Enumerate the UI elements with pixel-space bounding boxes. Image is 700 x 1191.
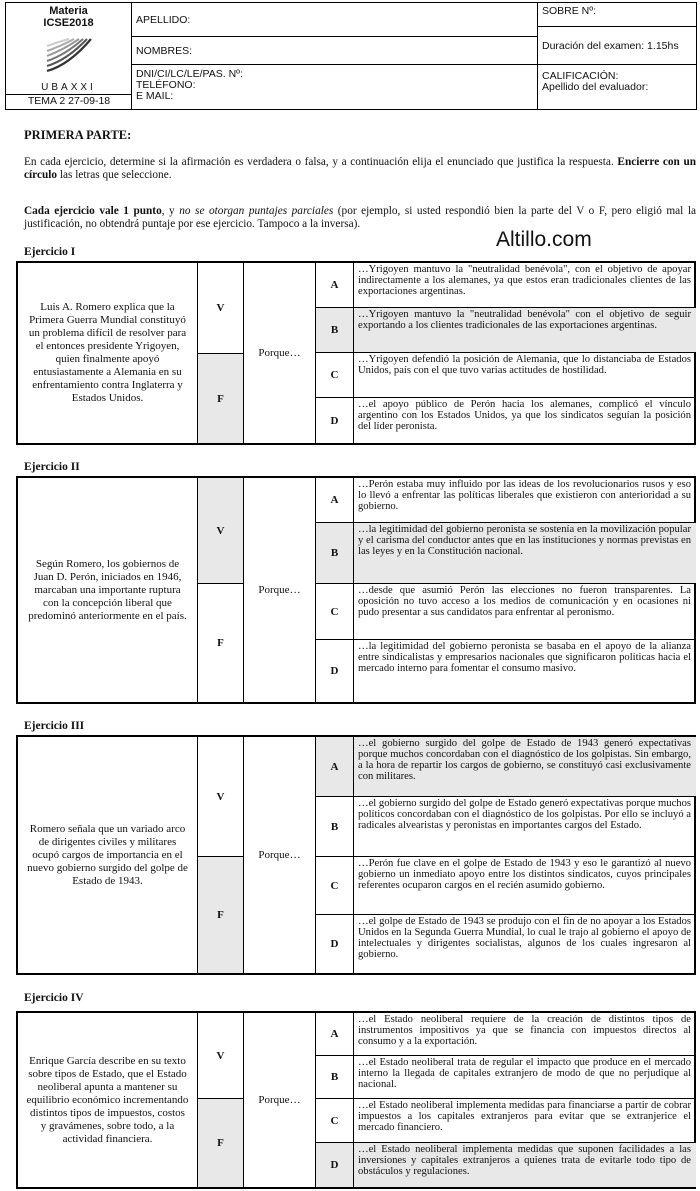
exercise-2-true-option[interactable]: V xyxy=(198,478,244,584)
exercise-2 xyxy=(16,476,696,704)
exercise-3-option-c[interactable] xyxy=(316,857,696,915)
option-text: …Yrigoyen mantuvo la "neutralidad benévola", con el objetivo de apoyar indirectamente a los alemanes, ya que estos eran tradicionales clientes de las exportaciones argentinas. xyxy=(358,264,691,297)
instructions-1-rest: las letras que seleccione. xyxy=(57,169,172,181)
grade-field[interactable] xyxy=(538,65,696,109)
option-text: …el Estado neoliberal trata de regular el impacto que produce en el mercado interno la llegada de capitales extranjero de modo de que no perjudique al nacional. xyxy=(358,1057,691,1090)
logo-text: UBAXXI xyxy=(41,82,96,93)
exercise-2-porque: Porque… xyxy=(244,478,316,702)
exercise-4-title: Ejercicio IV xyxy=(24,992,84,1004)
option-letter[interactable]: D xyxy=(316,1143,354,1187)
option-text: …el Estado neoliberal requiere de la creación de distintos tipos de instrumentos impositivos ya que se financia con impuestos directos al consumo y a la exportación. xyxy=(358,1014,691,1047)
exercise-3-option-a[interactable] xyxy=(316,737,696,797)
instructions-2-bold: Cada ejercicio vale 1 punto xyxy=(24,205,162,217)
envelope-label: SOBRE Nº: xyxy=(542,5,597,17)
option-text: …la legitimidad del gobierno peronista se sostenía en la movilización popular y el carisma del conductor antes que en las instituciones y normas previstas en las leyes y en la Constitución nacional. xyxy=(358,524,691,557)
exercise-4-option-b[interactable] xyxy=(316,1056,696,1099)
exercise-1 xyxy=(16,261,696,445)
exercise-4-option-a[interactable] xyxy=(316,1013,696,1056)
duration-cell xyxy=(538,27,696,65)
exercise-3-option-d[interactable] xyxy=(316,915,696,973)
option-text: …desde que asumió Perón las elecciones no fueron transparentes. La oposición no tuvo acceso a los medios de comunicación y en ocasiones ni pudo presentar a sus candidatos para enfrentar al peronismo. xyxy=(358,585,691,618)
phone-label: TELÉFONO: xyxy=(136,79,196,91)
instructions-1-a: En cada ejercicio, determine si la afirmación es verdadera o falsa, y a continuación elija el enunciado que justifica la respuesta. xyxy=(24,156,614,168)
option-text: …el gobierno surgido del golpe de Estado generó expectativas porque muchos políticos concordaban con el diagnóstico de los golpistas. Por ello se incluyó a radicales alvearistas y peronistas en importantes cargos del Estado. xyxy=(358,798,691,831)
email-label: E MAIL: xyxy=(136,90,174,102)
surname-label: APELLIDO: xyxy=(136,14,191,26)
exercise-3-true-option[interactable]: V xyxy=(198,737,244,857)
option-letter[interactable]: C xyxy=(316,584,354,639)
option-letter[interactable]: C xyxy=(316,1099,354,1142)
option-letter[interactable]: D xyxy=(316,398,354,443)
exercise-3 xyxy=(16,735,696,975)
evaluator-label: Apellido del evaluador: xyxy=(542,81,649,93)
exercise-4-statement: Enrique García describe en su texto sobre tipos de Estado, que el Estado neoliberal apunta a mantener su equilibrio económico incrementando distintos tipos de impuestos, costos y gravámenes, sobre todo, a la actividad financiera. xyxy=(18,1013,198,1187)
instructions-2-mid: , y xyxy=(161,205,180,217)
option-letter[interactable]: C xyxy=(316,353,354,397)
exercise-1-title: Ejercicio I xyxy=(24,246,76,258)
instructions-1 xyxy=(24,156,696,182)
duration-label: Duración del examen: 1.15hs xyxy=(542,40,679,52)
option-text: …Yrigoyen mantuvo la "neutralidad benévola" con el objetivo de seguir exportando a los clientes tradicionales de las exportaciones argentinas. xyxy=(358,309,691,331)
option-text: …Perón estaba muy influido por las ideas de los revolucionarios rusos y eso lo llevó a enfrentar las políticas liberales que existieron con anterioridad a su gobierno. xyxy=(358,479,691,512)
instructions-1-bold: Encierre con un círculo xyxy=(24,156,697,181)
envelope-field[interactable] xyxy=(538,3,696,27)
option-letter[interactable]: C xyxy=(316,857,354,914)
exercise-1-false-option[interactable]: F xyxy=(198,354,244,443)
option-text: …Perón fue clave en el golpe de Estado de 1943 y eso le garantizó al nuevo gobierno un inmediato apoyo entre los distintos sindicatos, cuyos principales referentes ocuparon cargos en el recién asumido gobierno. xyxy=(358,858,691,891)
exercise-4-true-option[interactable]: V xyxy=(198,1013,244,1099)
instructions-2 xyxy=(24,205,696,231)
instructions-2-italic: no se otorgan puntajes parciales xyxy=(179,205,334,217)
option-letter[interactable]: B xyxy=(316,308,354,352)
exercise-3-title: Ejercicio III xyxy=(24,720,85,732)
exercise-1-option-d[interactable] xyxy=(316,398,696,443)
option-letter[interactable]: D xyxy=(316,915,354,973)
exercise-1-option-b[interactable] xyxy=(316,308,696,353)
names-field[interactable] xyxy=(132,37,538,65)
exercise-4-porque: Porque… xyxy=(244,1013,316,1187)
exercise-3-porque: Porque… xyxy=(244,737,316,973)
exercise-4-false-option[interactable]: F xyxy=(198,1099,244,1187)
subject-cell xyxy=(6,3,132,109)
exercise-2-title: Ejercicio II xyxy=(24,461,80,473)
grade-label: CALIFICACIÓN: xyxy=(542,70,619,82)
exercise-2-option-b[interactable] xyxy=(316,523,696,584)
exercise-2-option-d[interactable] xyxy=(316,640,696,702)
exercise-4-option-c[interactable] xyxy=(316,1099,696,1143)
exercise-4-option-d[interactable] xyxy=(316,1143,696,1187)
exercise-1-porque: Porque… xyxy=(244,263,316,443)
exercise-2-statement: Según Romero, los gobiernos de Juan D. Perón, iniciados en 1946, marcaban una importante ruptura con la concepción liberal que predominó anteriormente en el país. xyxy=(18,478,198,702)
exercise-2-option-a[interactable] xyxy=(316,478,696,523)
dni-label: DNI/CI/LC/LE/PAS. Nº: xyxy=(136,68,243,80)
option-text: …Yrigoyen defendió la posición de Alemania, que lo distanciaba de Estados Unidos, país con el que tuvo varias actitudes de hostilidad. xyxy=(358,354,691,376)
option-letter[interactable]: B xyxy=(316,523,354,583)
option-text: …el gobierno surgido del golpe de Estado de 1943 generó expectativas porque muchos concordaban con el diagnóstico de los golpistas. Sin embargo, a la hora de repartir los cargos de gobierno, se constituyó casi exclusivamente con militares. xyxy=(358,738,691,782)
section-title: PRIMERA PARTE: xyxy=(24,128,132,142)
exercise-2-option-c[interactable] xyxy=(316,584,696,640)
exam-header xyxy=(5,2,697,110)
option-text: …el golpe de Estado de 1943 se produjo con el fin de no apoyar a los Estados Unidos en la Segunda Guerra Mundial, lo cual le trajo al gobierno el apoyo de intelectuales y dirigentes socialistas, algunos de los cuales ingresaron al gobierno. xyxy=(358,916,691,960)
exercise-3-statement: Romero señala que un variado arco de dirigentes civiles y militares ocupó cargos de importancia en el nuevo gobierno surgido del golpe de Estado de 1943. xyxy=(18,737,198,973)
option-text: …el Estado neoliberal implementa medidas para financiarse a partir de cobrar impuestos a los capitales extranjeros para evitar que se extranjerice el mercado financiero. xyxy=(358,1100,691,1133)
contact-field[interactable] xyxy=(132,65,538,109)
option-letter[interactable]: B xyxy=(316,1056,354,1098)
exercise-1-option-a[interactable] xyxy=(316,263,696,308)
exercise-1-option-c[interactable] xyxy=(316,353,696,398)
exercise-1-statement: Luis A. Romero explica que la Primera Guerra Mundial constituyó un problema difícil de resolver para el entonces presidente Yrigoyen, quien finalmente apoyó entusiastamente a Alemania en su enfrentamiento contra Inglaterra y Estados Unidos. xyxy=(18,263,198,443)
exercise-4 xyxy=(16,1011,696,1189)
instructions-2-rest: (por ejemplo, si usted respondió bien la parte del V o F, pero eligió mal la justificación, no obtendrá puntaje por ese ejercicio. Tampoco a la inversa). xyxy=(24,205,696,230)
option-letter[interactable]: A xyxy=(316,478,354,522)
exercise-3-option-b[interactable] xyxy=(316,797,696,857)
names-label: NOMBRES: xyxy=(136,45,193,57)
option-letter[interactable]: B xyxy=(316,797,354,856)
subject-label: Materia xyxy=(49,5,88,17)
exercise-2-false-option[interactable]: F xyxy=(198,584,244,702)
option-letter[interactable]: A xyxy=(316,737,354,796)
option-letter[interactable]: A xyxy=(316,1013,354,1055)
exercise-3-false-option[interactable]: F xyxy=(198,857,244,973)
option-text: …el Estado neoliberal implementa medidas que suponen facilidades a las inversiones y capitales extranjeros a quienes trata de evitarle todo tipo de obstáculos y regulaciones. xyxy=(358,1144,691,1177)
option-text: …el apoyo público de Perón hacia los alemanes, complicó el vínculo argentino con los Estados Unidos, ya que los sindicatos seguían la posición del líder peronista. xyxy=(358,399,691,432)
option-text: …la legitimidad del gobierno peronista se basaba en el apoyo de la alianza entre sindicalistas y empresarios nacionales que significaron políticas hacia el mercado interno para fomentar el consumo masivo. xyxy=(358,641,691,674)
exam-theme-date: TEMA 2 27-09-18 xyxy=(6,94,132,109)
subject-code: ICSE2018 xyxy=(43,17,94,29)
exercise-1-true-option[interactable]: V xyxy=(198,263,244,354)
option-letter[interactable]: D xyxy=(316,640,354,702)
option-letter[interactable]: A xyxy=(316,263,354,307)
watermark: Altillo.com xyxy=(496,228,592,251)
ubaxxi-logo-icon xyxy=(43,35,95,75)
surname-field[interactable] xyxy=(132,3,538,37)
